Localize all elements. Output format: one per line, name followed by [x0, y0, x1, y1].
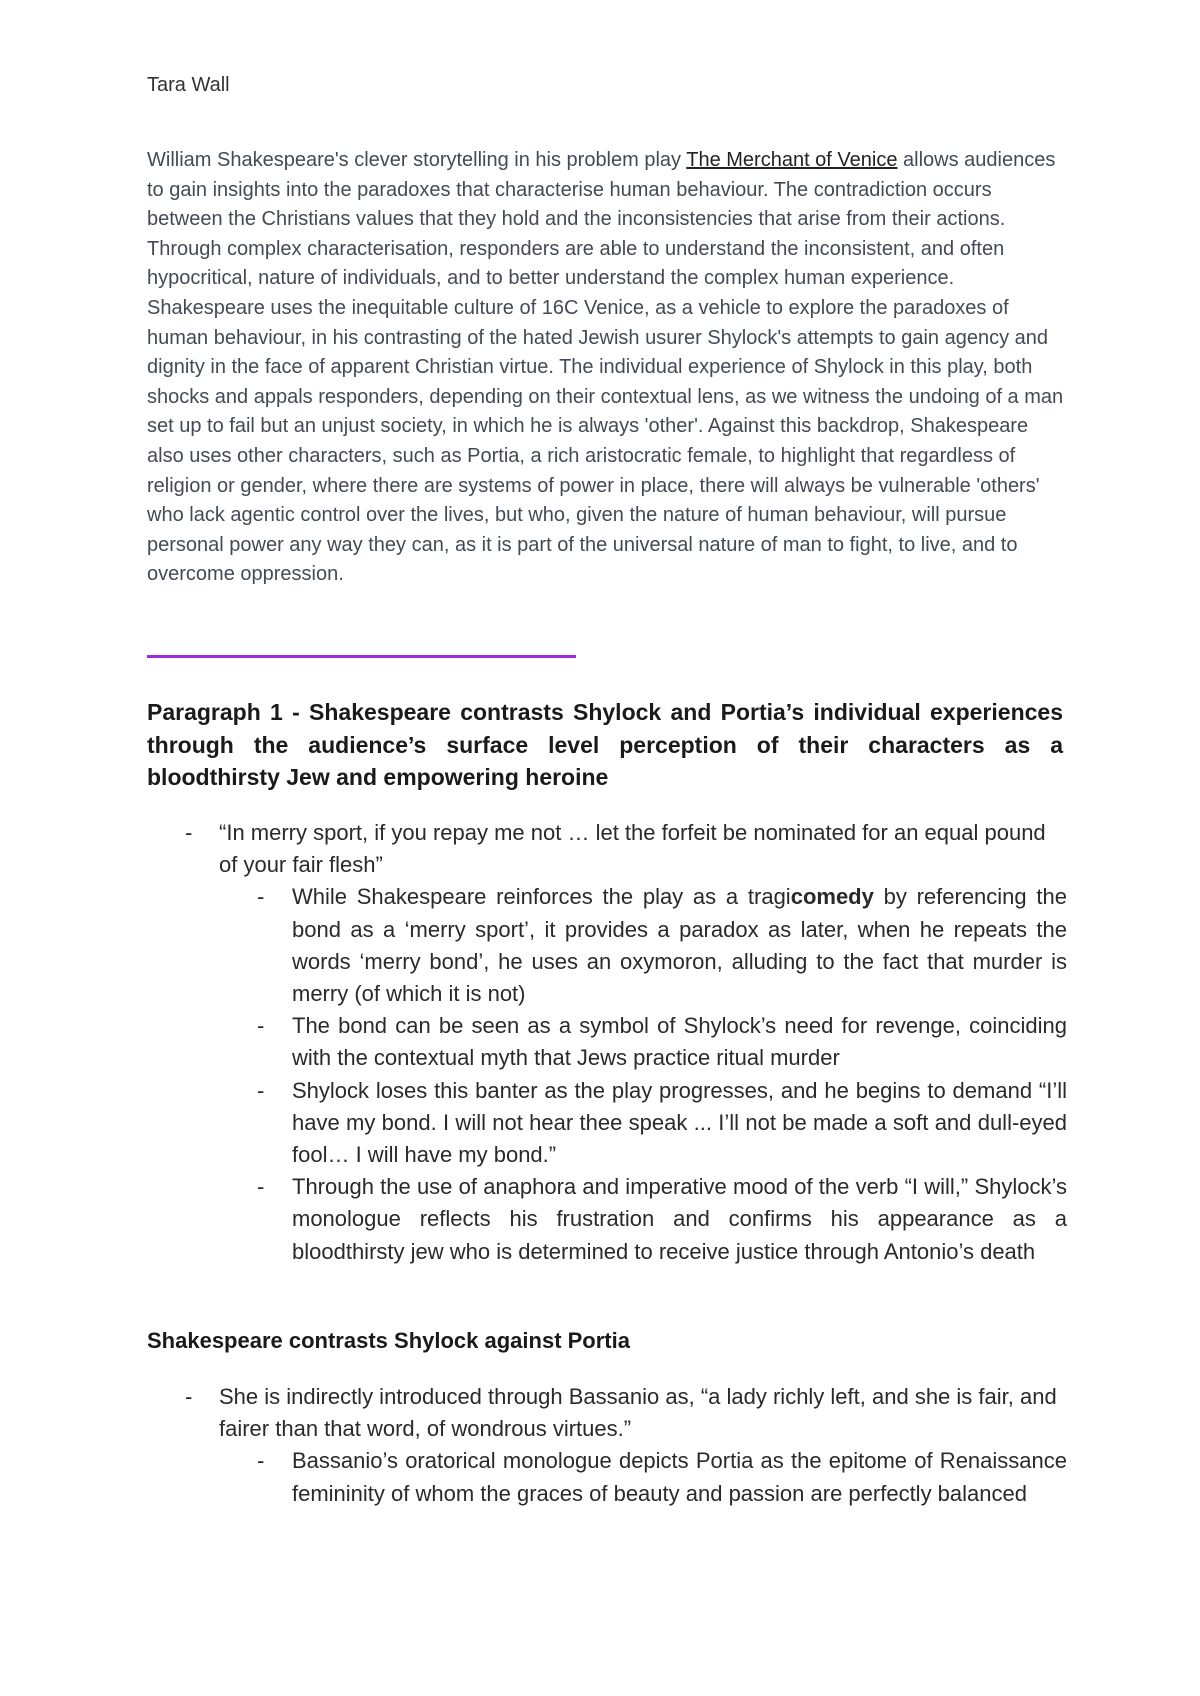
- analysis-text: Shylock loses this banter as the play progresses, and he begins to demand “I’ll have my bond. I will not hear thee speak ... I’ll not be made a soft and dull-eyed fool… I will have my bond.”: [292, 1077, 1067, 1168]
- quote-text: “In merry sport, if you repay me not … let the forfeit be nominated for an equal pound of your fair flesh”: [219, 820, 1046, 878]
- bullet-dash: -: [257, 1077, 265, 1103]
- quote-text: She is indirectly introduced through Bassanio as, “a lady richly left, and she is fair, and fairer than that word, of wondrous virtues.”: [219, 1384, 1057, 1442]
- analysis-bold-word: comedy: [790, 884, 874, 910]
- intro-paragraph: [147, 146, 1067, 590]
- bullet-dash: -: [257, 1448, 265, 1474]
- section-divider: [147, 655, 576, 658]
- list-item: [147, 1445, 1067, 1509]
- list-item: [147, 881, 1067, 1010]
- section-2-heading: Shakespeare contrasts Shylock against Portia: [147, 1328, 630, 1353]
- paragraph-1-list: [147, 817, 1067, 1268]
- bullet-dash: -: [257, 1013, 265, 1039]
- bullet-dash: -: [185, 1384, 193, 1409]
- author-name: Tara Wall: [147, 74, 230, 96]
- analysis-text-end: by referencing the bond as a ‘merry sport’, it provides a paradox as later, when he repeats the words ‘merry bond’, he uses an oxymoron, alluding to the fact that murder is merry (of which it is not): [292, 884, 1067, 1007]
- intro-text-start: William Shakespeare's clever storytelling in his problem play: [147, 149, 687, 171]
- analysis-text: The bond can be seen as a symbol of Shylock’s need for revenge, coinciding with the contextual myth that Jews practice ritual murder: [292, 1013, 1067, 1071]
- list-item: [147, 1075, 1067, 1172]
- intro-text-rest: allows audiences to gain insights into the paradoxes that characterise human behaviour. The contradiction occurs between the Christians values that they hold and the inconsistencies that arise from their actions. Through complex characterisation, responders are able to understand the inconsistent, and often hypocritical, nature of individuals, and to better understand the complex human experience. Shakespeare uses the inequitable culture of 16C Venice, as a vehicle to explore the paradoxes of human behaviour, in his contrasting of the hated Jewish usurer Shylock's attempts to gain agency and dignity in the face of apparent Christian virtue. The individual experience of Shylock in this play, both shocks and appals responders, depending on their contextual lens, as we witness the undoing of a man set up to fail but an unjust society, in which he is always 'other'. Against this backdrop, Shakespeare also uses other characters, such as Portia, a rich aristocratic female, to highlight that regardless of religion or gender, where there are systems of power in place, there will always be vulnerable 'others' who lack agentic control over the lives, but who, given the nature of human behaviour, will pursue personal power any way they can, as it is part of the universal nature of man to fight, to live, and to overcome oppression.: [147, 149, 1064, 586]
- analysis-text: Bassanio’s oratorical monologue depicts Portia as the epitome of Renaissance femininity of whom the graces of beauty and passion are perfectly balanced: [292, 1448, 1067, 1506]
- list-item: [147, 817, 1067, 881]
- list-item: [147, 1381, 1067, 1445]
- analysis-text-start: While Shakespeare reinforces the play as a tragi: [292, 884, 791, 910]
- paragraph-1-heading: [147, 696, 1063, 794]
- list-item: [147, 1010, 1067, 1074]
- play-title: The Merchant of Venice: [686, 149, 898, 171]
- analysis-text: Through the use of anaphora and imperative mood of the verb “I will,” Shylock’s monologue reflects his frustration and confirms his appearance as a bloodthirsty jew who is determined to receive justice through Antonio’s death: [292, 1174, 1067, 1264]
- bullet-dash: -: [185, 820, 193, 845]
- list-item: [147, 1171, 1067, 1268]
- paragraph-1-heading-text: Paragraph 1 - Shakespeare contrasts Shylock and Portia’s individual experiences through the audience’s surface level perception of their characters as a bloodthirsty Jew and empowering heroine: [147, 699, 1063, 790]
- bullet-dash: -: [257, 1174, 265, 1200]
- section-2-list: [147, 1381, 1067, 1510]
- bullet-dash: -: [257, 884, 265, 910]
